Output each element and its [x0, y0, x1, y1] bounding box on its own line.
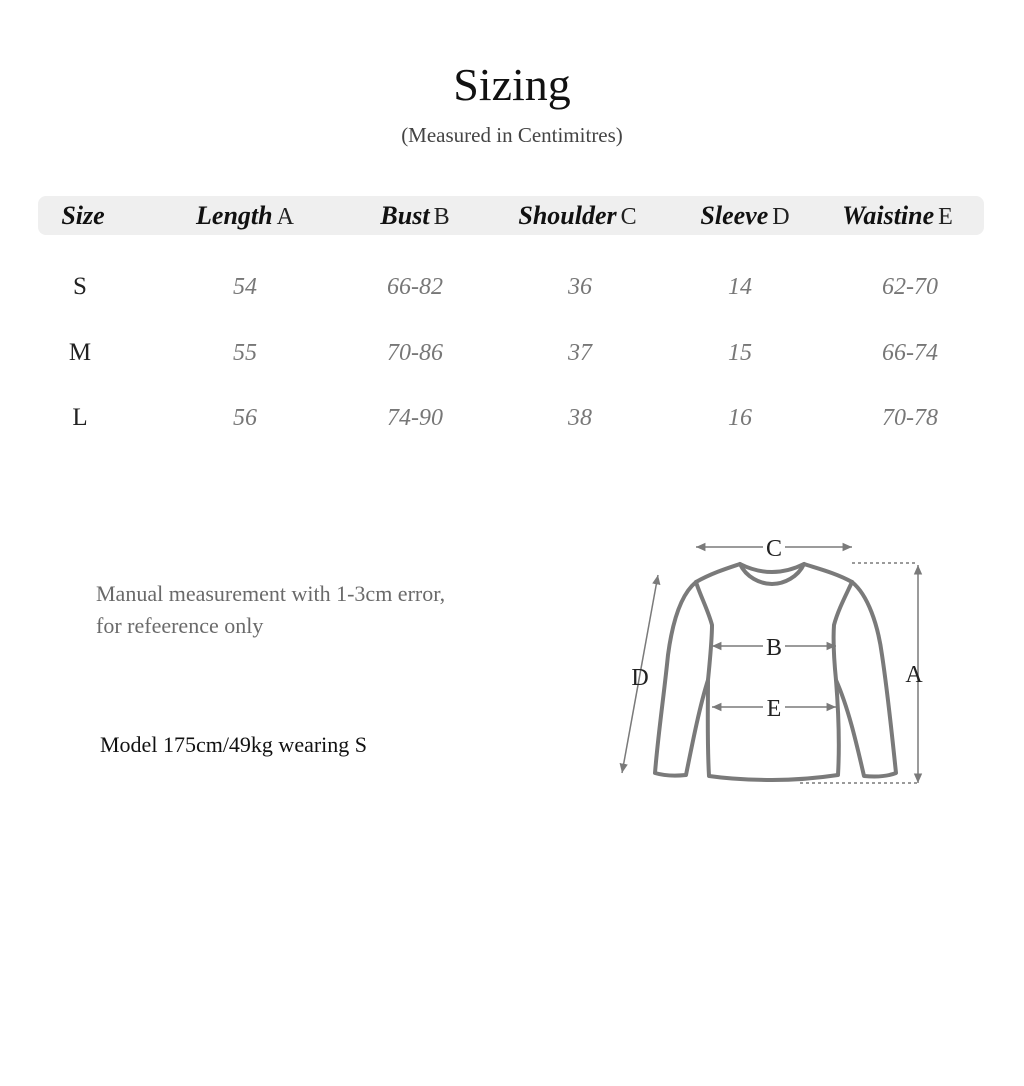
diagram-label-a: A — [905, 662, 923, 688]
column-header-shoulder-name: Shoulder — [518, 201, 617, 230]
sleeve-value: 15 — [728, 340, 752, 366]
diagram-label-b: B — [765, 635, 783, 661]
page-subtitle: (Measured in Centimitres) — [401, 123, 623, 147]
diagram-label-d: D — [631, 665, 649, 691]
column-header-sleeve — [670, 198, 820, 234]
bust-value: 70-86 — [387, 340, 443, 366]
column-header-sleeve-letter: D — [772, 204, 790, 230]
column-header-shoulder-letter: C — [620, 204, 637, 230]
length-value: 54 — [233, 274, 257, 300]
page-title: Sizing — [453, 59, 571, 110]
column-header-sleeve-name: Sleeve — [700, 201, 769, 230]
size-label: S — [73, 273, 87, 300]
sleeve-value: 16 — [728, 405, 752, 431]
column-header-length-letter: A — [276, 204, 294, 230]
size-label: M — [68, 339, 92, 366]
bust-value: 74-90 — [387, 405, 443, 431]
column-header-shoulder — [490, 198, 665, 234]
diagram-label-e: E — [766, 696, 782, 722]
length-value: 56 — [233, 405, 257, 431]
shoulder-value: 37 — [568, 340, 592, 366]
column-header-waist-name: Waistine — [842, 201, 935, 230]
bust-value: 66-82 — [387, 274, 443, 300]
shoulder-value: 38 — [568, 405, 592, 431]
measurement-note-line2: for refeerence only — [96, 613, 264, 638]
shoulder-value: 36 — [568, 274, 592, 300]
waist-value: 70-78 — [882, 405, 938, 431]
length-value: 55 — [233, 340, 257, 366]
column-header-size — [38, 198, 128, 234]
size-label: L — [72, 404, 88, 431]
sweater-outline-icon — [655, 564, 896, 780]
column-header-bust-name: Bust — [380, 201, 430, 230]
column-header-bust — [340, 198, 490, 234]
column-header-length-name: Length — [196, 201, 273, 230]
measurement-note — [96, 578, 445, 642]
diagram-label-c: C — [765, 536, 783, 562]
model-info: Model 175cm/49kg wearing S — [100, 732, 368, 757]
column-header-bust-letter: B — [433, 204, 450, 230]
column-header-waist — [815, 198, 980, 234]
waist-value: 66-74 — [882, 340, 938, 366]
sleeve-value: 14 — [728, 274, 752, 300]
column-header-size-name: Size — [61, 201, 105, 230]
measurement-note-line1: Manual measurement with 1-3cm error, — [96, 581, 446, 606]
waist-value: 62-70 — [882, 274, 938, 300]
column-header-waist-letter: E — [938, 204, 953, 230]
column-header-length — [170, 198, 320, 234]
garment-diagram — [600, 525, 940, 815]
